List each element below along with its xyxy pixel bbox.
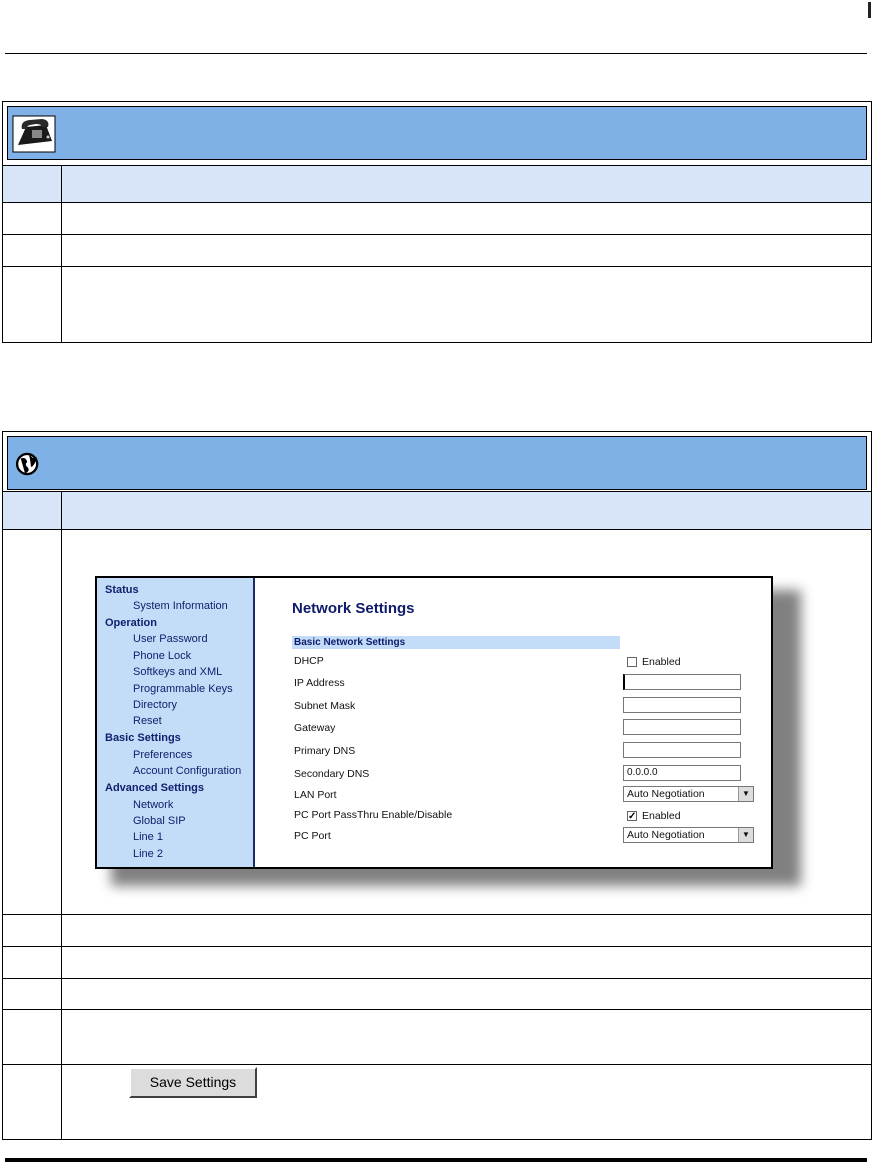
table-row [3,914,871,946]
step-cell [3,203,62,234]
gateway-input[interactable] [623,719,741,735]
lan-port-value: Auto Negotiation [627,788,705,800]
pc-passthru-checkbox-label: Enabled [642,810,681,822]
gateway-label: Gateway [294,722,336,734]
phone-ui-procedure-table [2,101,872,343]
ip-address-label: IP Address [294,677,345,689]
sidebar-section-advanced-settings[interactable]: Advanced Settings [105,782,205,794]
subnet-mask-label: Subnet Mask [294,700,356,712]
step-cell [3,1065,62,1140]
dhcp-checkbox-label: Enabled [642,656,681,668]
sidebar-item-directory[interactable]: Directory [133,699,178,711]
pc-passthru-checkbox[interactable]: ✓ [628,811,637,822]
table-header-row [3,165,871,202]
chevron-down-icon[interactable]: ▼ [738,828,753,842]
step-cell [3,267,62,343]
table-row [3,234,871,266]
sidebar-item-global-sip[interactable]: Global SIP [133,815,186,827]
pc-passthru-label: PC Port PassThru Enable/Disable [294,809,453,821]
dhcp-label: DHCP [294,655,324,667]
sidebar-section-status[interactable]: Status [105,584,139,596]
ip-address-input[interactable] [623,674,741,690]
primary-dns-input[interactable] [623,742,741,758]
web-ui-sidebar [97,578,255,867]
step-column [3,492,62,529]
sidebar-item-phone-lock[interactable]: Phone Lock [133,650,192,662]
dhcp-checkbox[interactable] [627,657,637,667]
step-cell [3,530,62,914]
sidebar-item-programmable-keys[interactable]: Programmable Keys [133,683,233,695]
table-row [3,978,871,1009]
step-cell [3,235,62,266]
pc-port-select[interactable] [623,827,754,843]
secondary-dns-input[interactable]: 0.0.0.0 [623,765,741,781]
table-title-bar [7,436,867,490]
section-header: Basic Network Settings [292,636,620,649]
step-cell [3,1010,62,1064]
footer-rule [5,1158,867,1162]
sidebar-item-reset[interactable]: Reset [133,715,162,727]
page-title: Network Settings [292,600,415,617]
table-title-bar [7,106,867,160]
step-cell [3,947,62,978]
save-settings-button[interactable]: Save Settings [129,1067,257,1098]
sidebar-item-preferences[interactable]: Preferences [133,749,193,761]
step-column [3,166,62,202]
subnet-mask-input[interactable] [623,697,741,713]
table-row [3,1009,871,1064]
network-settings-screenshot [95,576,773,869]
sidebar-section-operation[interactable]: Operation [105,617,157,629]
sidebar-item-system-information[interactable]: System Information [133,600,228,612]
table-header-row [3,491,871,529]
lan-port-label: LAN Port [294,789,337,801]
sidebar-item-account-configuration[interactable]: Account Configuration [133,765,242,777]
table-row [3,202,871,234]
table-row [3,266,871,343]
primary-dns-label: Primary DNS [294,745,356,757]
step-cell [3,915,62,946]
page-corner-mark [868,2,871,18]
chevron-down-icon[interactable]: ▼ [738,787,753,801]
secondary-dns-label: Secondary DNS [294,768,370,780]
header-rule [5,53,867,54]
web-globe-icon [14,445,48,483]
step-cell [3,979,62,1009]
sidebar-item-user-password[interactable]: User Password [133,633,208,645]
sidebar-section-basic-settings[interactable]: Basic Settings [105,732,181,744]
sidebar-item-softkeys-xml[interactable]: Softkeys and XML [133,666,223,678]
phone-icon [12,115,56,153]
sidebar-item-line-1[interactable]: Line 1 [133,831,163,843]
pc-port-value: Auto Negotiation [627,829,705,841]
lan-port-select[interactable] [623,786,754,802]
table-row [3,946,871,978]
sidebar-item-line-2[interactable]: Line 2 [133,848,163,860]
pc-port-label: PC Port [294,830,331,842]
sidebar-item-network[interactable]: Network [133,799,174,811]
